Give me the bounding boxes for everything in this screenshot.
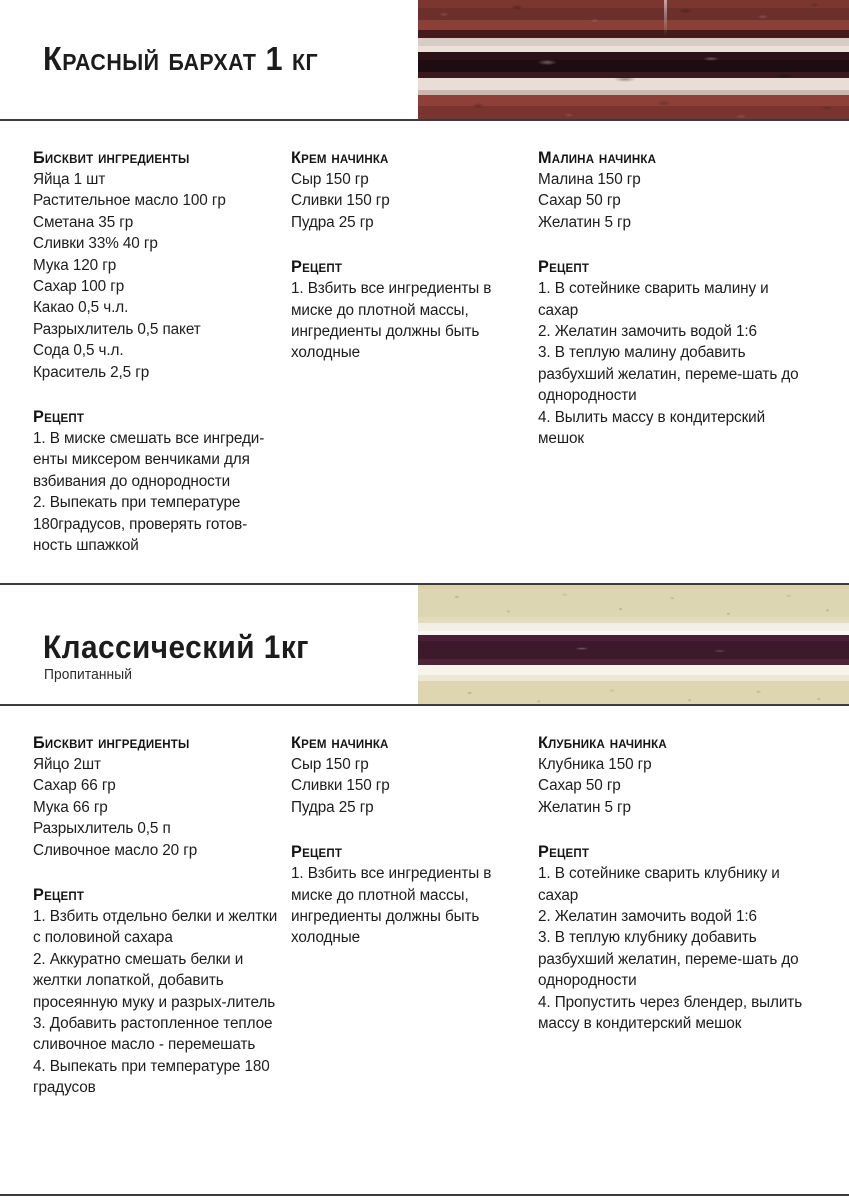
step-list [538, 863, 808, 1034]
list-item: Сливочное масло 20 гр [33, 841, 198, 859]
list-item: Сыр 150 гр [291, 171, 369, 188]
list-item: Разрыхлитель 0,5 п [33, 820, 171, 838]
list-item: Сыр 150 гр [291, 756, 369, 773]
page-subtitle: Пропитанный [44, 667, 133, 683]
recipe-columns [0, 705, 849, 1097]
photo-texture-overlay [418, 0, 849, 120]
list-item: 1. Взбить все ингредиенты в миске до плотной массы, ингредиенты должны быть холодные [291, 865, 492, 947]
column-cream [291, 148, 529, 364]
ingredient-list [33, 754, 283, 861]
list-item: 3. В теплую клубнику добавить разбухший желатин, переме-шать до однородности [538, 929, 799, 990]
list-item: Малина 150 гр [538, 171, 641, 188]
step-list [33, 906, 283, 1099]
list-item: Клубника 150 гр [538, 756, 652, 773]
list-item: 1. В миске смешать все ингреди-енты миксером венчиками для взбивания до однородности [33, 430, 265, 490]
list-item: Сметана 35 гр [33, 213, 134, 231]
recipe-card-classic [0, 585, 849, 1097]
section-heading-recipe: Рецепт [33, 407, 85, 427]
red-velvet-cake-cross-section-photo [418, 0, 849, 120]
list-item: Сахар 50 гр [538, 192, 621, 210]
page-title: Красный бархат 1 кг [43, 40, 319, 77]
section-heading-recipe: Рецепт [291, 842, 343, 862]
column-cream [291, 733, 529, 949]
photo-texture-overlay [418, 585, 849, 705]
list-item: 3. В теплую малину добавить разбухший желатин, переме-шать до однородности [538, 344, 799, 405]
recipe-separator-rule [0, 583, 849, 585]
list-item: Яйца 1 шт [33, 171, 106, 188]
list-item: 2. Выпекать при температуре 180градусов, проверять готов-ность шпажкой [33, 494, 248, 555]
classic-cake-cross-section-photo [418, 585, 849, 705]
list-item: 1. Взбить все ингредиенты в миске до плотной массы, ингредиенты должны быть холодные [291, 280, 492, 362]
list-item: Пудра 25 гр [291, 213, 374, 231]
recipe-title-block [0, 585, 418, 705]
list-item: Сливки 150 гр [291, 777, 390, 795]
column-strawberry [538, 733, 808, 1034]
list-item: 2. Желатин замочить водой 1:6 [538, 323, 757, 341]
list-item: Пудра 25 гр [291, 798, 374, 816]
section-heading-ingredients: Клубника начинка [538, 733, 667, 752]
header-divider-rule [0, 704, 849, 706]
ingredient-list [33, 169, 283, 383]
photo-highlight-streak [664, 0, 667, 36]
ingredient-list [538, 169, 808, 233]
section-heading-ingredients: Крем начинка [291, 148, 389, 167]
recipe-title-block [0, 0, 418, 120]
section-heading-ingredients: Крем начинка [291, 733, 389, 752]
list-item: Какао 0,5 ч.л. [33, 299, 129, 317]
ingredient-list [291, 754, 529, 818]
recipe-card-red-velvet [0, 0, 849, 555]
section-heading-ingredients: Бисквит ингредиенты [33, 733, 190, 752]
section-heading-recipe: Рецепт [538, 257, 590, 277]
step-list [291, 863, 529, 949]
recipe-columns [0, 120, 849, 555]
list-item: 1. В сотейнике сварить клубнику и сахар [538, 865, 780, 904]
list-item: Сливки 33% 40 гр [33, 235, 158, 253]
page-title: Классический 1кг [43, 629, 310, 665]
column-biscuit [33, 148, 283, 557]
step-list [33, 428, 283, 556]
list-item: 3. Добавить растопленное теплое сливочное масло - перемешать [33, 1015, 273, 1054]
step-list [538, 278, 808, 449]
section-heading-ingredients: Бисквит ингредиенты [33, 148, 190, 167]
list-item: 1. Взбить отдельно белки и желтки с половиной сахара [33, 908, 278, 947]
column-raspberry [538, 148, 808, 449]
list-item: Сахар 100 гр [33, 278, 125, 296]
list-item: 4. Вылить массу в кондитерский мешок [538, 408, 766, 448]
list-item: Сахар 66 гр [33, 777, 116, 795]
list-item: Мука 66 гр [33, 798, 108, 816]
list-item: Сливки 150 гр [291, 192, 390, 210]
ingredient-list [291, 169, 529, 233]
list-item: 2. Аккуратно смешать белки и желтки лопаткой, добавить просеянную муку и разрых-литель [33, 950, 276, 1011]
list-item: Желатин 5 гр [538, 213, 631, 231]
list-item: Мука 120 гр [33, 256, 117, 274]
list-item: Разрыхлитель 0,5 пакет [33, 320, 201, 338]
column-biscuit [33, 733, 283, 1099]
section-heading-recipe: Рецепт [291, 257, 343, 277]
list-item: 4. Пропустить через блендер, вылить массу в кондитерский мешок [538, 993, 803, 1033]
list-item: Сахар 50 гр [538, 777, 621, 795]
list-item: Растительное масло 100 гр [33, 192, 226, 210]
step-list [291, 278, 529, 364]
recipe-header-band [0, 0, 849, 120]
section-heading-recipe: Рецепт [538, 842, 590, 862]
recipe-header-band [0, 585, 849, 705]
list-item: 1. В сотейнике сварить малину и сахар [538, 280, 769, 319]
list-item: Краситель 2,5 гр [33, 363, 150, 381]
list-item: 2. Желатин замочить водой 1:6 [538, 908, 757, 926]
section-heading-recipe: Рецепт [33, 885, 85, 905]
section-heading-ingredients: Малина начинка [538, 148, 657, 167]
list-item: Желатин 5 гр [538, 798, 631, 816]
list-item: 4. Выпекать при температуре 180 градусов [33, 1057, 270, 1097]
page-bottom-rule [0, 1194, 849, 1196]
header-divider-rule [0, 119, 849, 121]
list-item: Яйцо 2шт [33, 756, 101, 773]
ingredient-list [538, 754, 808, 818]
list-item: Сода 0,5 ч.л. [33, 342, 124, 360]
